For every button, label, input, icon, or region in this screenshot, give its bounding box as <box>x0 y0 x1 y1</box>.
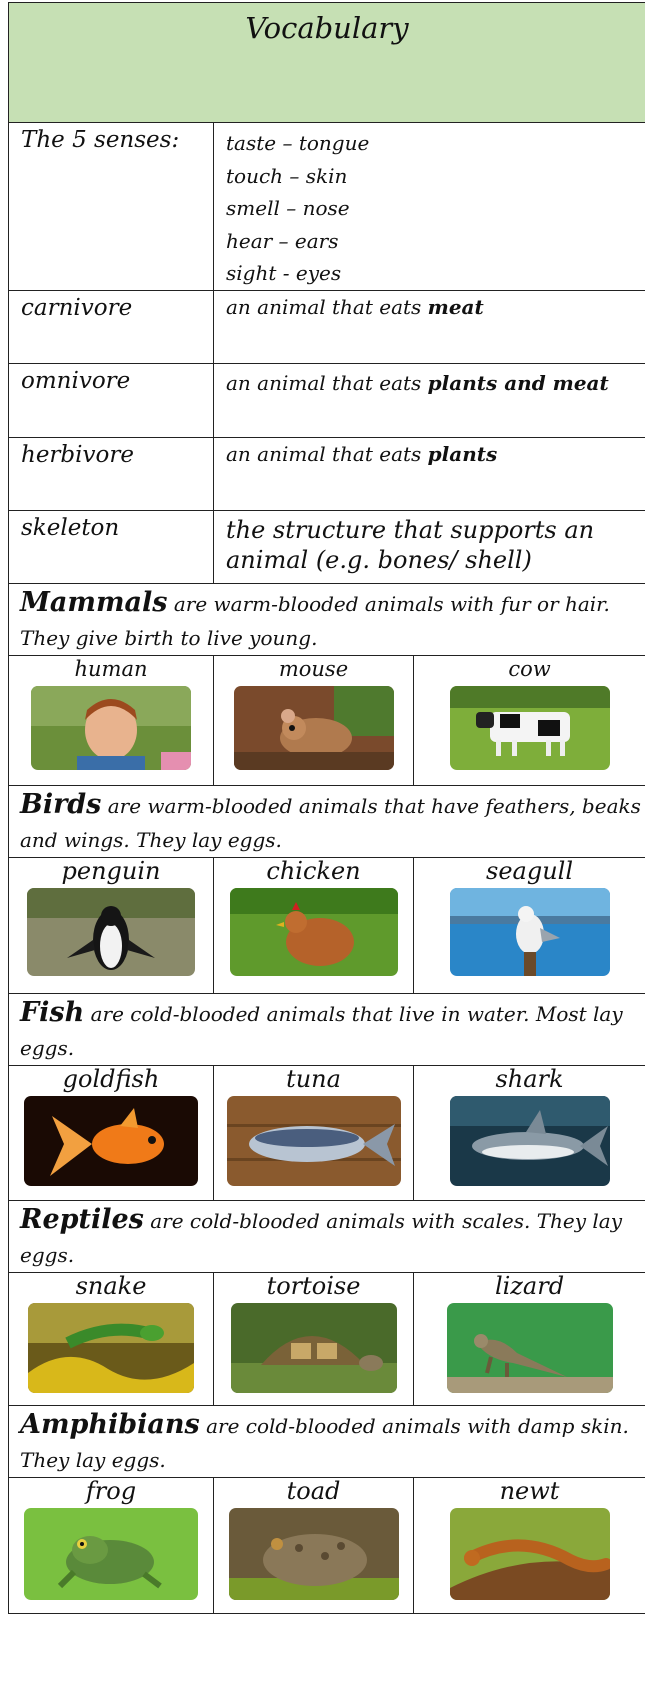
newt-photo <box>450 1508 610 1600</box>
animal-label: shark <box>495 1064 564 1093</box>
sense-line: sight - eyes <box>226 261 342 286</box>
animal-label: human <box>74 656 148 681</box>
term-senses <box>9 123 214 291</box>
animal-card <box>9 1477 214 1613</box>
group-reptiles-description <box>9 1200 645 1272</box>
definition-text: an animal that eats <box>226 370 428 395</box>
animal-label: snake <box>75 1271 147 1300</box>
animal-card <box>214 1065 414 1200</box>
definition-omnivore <box>214 363 645 437</box>
page-title: Vocabulary <box>245 11 409 45</box>
group-fish-description <box>9 993 645 1065</box>
definition-key-word: plants <box>427 441 498 466</box>
definition-carnivore <box>214 290 645 363</box>
group-birds-description <box>9 785 645 857</box>
sense-line: taste – tongue <box>226 131 370 155</box>
animal-card <box>414 1272 645 1405</box>
animal-label: tuna <box>286 1064 341 1093</box>
group-name: Reptiles <box>20 1203 144 1235</box>
definition-text: an animal that eats <box>226 441 428 466</box>
snake-photo <box>28 1303 194 1393</box>
animal-label: newt <box>499 1476 560 1505</box>
term-label: skeleton <box>21 514 120 541</box>
animal-label: frog <box>85 1476 137 1505</box>
definition-text: the structure that supports an animal (e.g. bones/ shell) <box>226 515 595 574</box>
group-description-text: are cold-blooded animals with scales. They lay eggs. <box>20 1208 623 1267</box>
sense-line: hear – ears <box>226 228 339 253</box>
animal-label: toad <box>286 1476 341 1505</box>
animal-label: penguin <box>61 856 161 885</box>
animal-label: lizard <box>494 1271 565 1300</box>
lizard-photo <box>447 1303 613 1393</box>
animal-card <box>214 857 414 993</box>
mouse-photo <box>234 686 394 770</box>
definition-skeleton <box>214 510 645 583</box>
group-description-text: are warm-blooded animals with fur or hair. They give birth to live young. <box>20 591 610 650</box>
goldfish-photo <box>24 1096 198 1186</box>
shark-photo <box>450 1096 610 1186</box>
definition-key-word: plants and meat <box>427 370 609 395</box>
frog-photo <box>24 1508 198 1600</box>
vocabulary-table <box>8 2 645 1614</box>
term-label: carnivore <box>21 294 133 321</box>
term-carnivore <box>9 290 214 363</box>
penguin-photo <box>27 888 195 976</box>
animal-card <box>9 1065 214 1200</box>
group-name: Fish <box>20 996 85 1028</box>
definition-senses <box>214 123 645 291</box>
tuna-photo <box>227 1096 401 1186</box>
term-omnivore <box>9 363 214 437</box>
animal-card <box>9 857 214 993</box>
animal-label: cow <box>508 656 551 681</box>
group-amphibians-description <box>9 1405 645 1477</box>
animal-label: seagull <box>486 856 574 885</box>
term-label: herbivore <box>21 441 134 468</box>
term-skeleton <box>9 510 214 583</box>
sense-line: smell – nose <box>226 196 350 221</box>
group-description-text: are cold-blooded animals with damp skin. They lay eggs. <box>20 1413 629 1472</box>
animal-card <box>214 655 414 785</box>
animal-label: tortoise <box>266 1271 361 1300</box>
group-name: Birds <box>20 788 102 820</box>
animal-card <box>9 655 214 785</box>
group-mammals-description <box>9 583 645 655</box>
animal-card <box>414 1477 645 1613</box>
group-description-text: are warm-blooded animals that have feathers, beaks and wings. They lay eggs. <box>20 793 641 852</box>
definition-herbivore <box>214 437 645 510</box>
animal-card <box>9 1272 214 1405</box>
chicken-photo <box>230 888 398 976</box>
tortoise-photo <box>231 1303 397 1393</box>
animal-label: mouse <box>278 656 349 681</box>
group-name: Mammals <box>20 586 168 618</box>
animal-label: goldfish <box>62 1064 160 1093</box>
sense-line: touch – skin <box>226 163 348 188</box>
human-photo <box>31 686 191 770</box>
cow-photo <box>450 686 610 770</box>
animal-card <box>214 1272 414 1405</box>
toad-photo <box>229 1508 399 1600</box>
term-label: The 5 senses: <box>21 127 180 153</box>
header-cell <box>9 3 645 123</box>
animal-card <box>414 655 645 785</box>
animal-card <box>414 1065 645 1200</box>
definition-text: an animal that eats <box>226 294 428 319</box>
definition-key-word: meat <box>427 294 484 319</box>
animal-card <box>414 857 645 993</box>
group-name: Amphibians <box>20 1408 200 1440</box>
group-description-text: are cold-blooded animals that live in water. Most lay eggs. <box>20 1001 623 1060</box>
term-label: omnivore <box>21 367 131 394</box>
seagull-photo <box>450 888 610 976</box>
animal-label: chicken <box>266 856 361 885</box>
animal-card <box>214 1477 414 1613</box>
term-herbivore <box>9 437 214 510</box>
